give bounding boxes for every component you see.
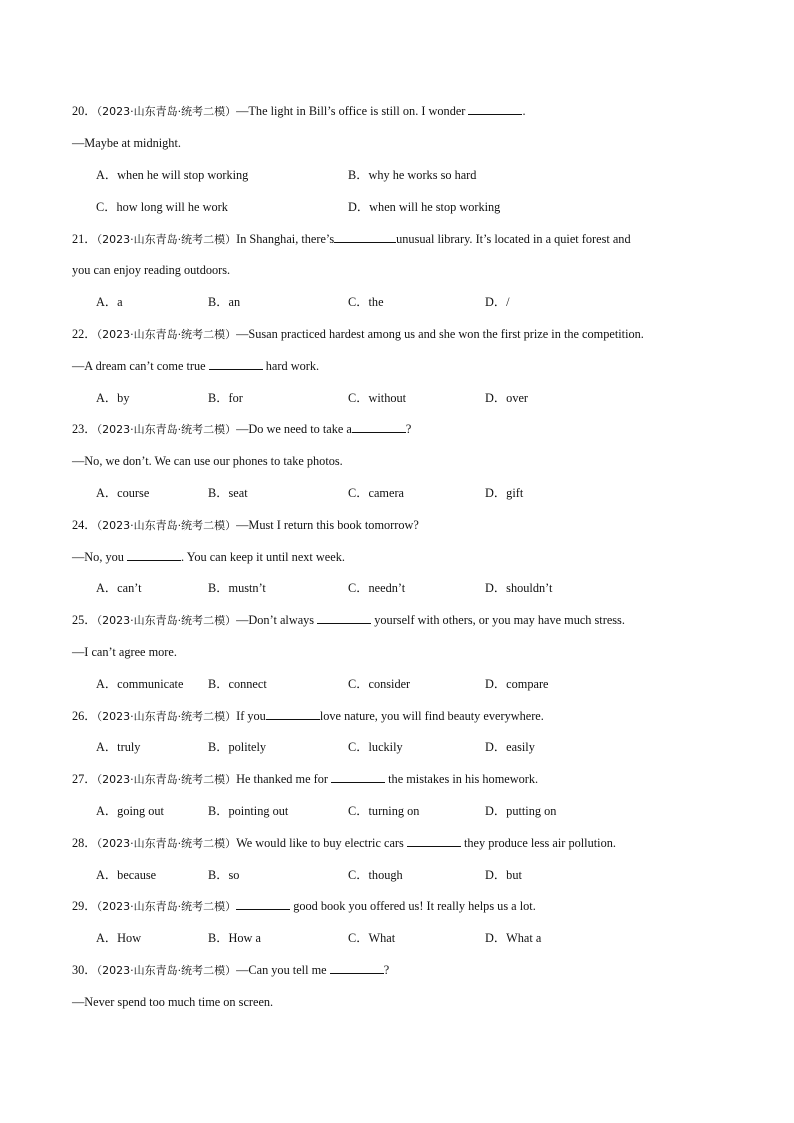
option-d[interactable]: D．What a (485, 931, 542, 945)
source-tag: （2023·山东青岛·统考二模） (96, 105, 237, 118)
question-text: If you (236, 709, 266, 723)
answer-blank (330, 962, 384, 974)
option-c[interactable]: C．What (348, 931, 396, 945)
question-text-end: the mistakes in his homework. (388, 772, 539, 786)
option-b[interactable]: B．seat (208, 486, 248, 500)
answer-blank (407, 835, 461, 847)
answer-blank (352, 421, 406, 433)
source-tag: （2023·山东青岛·统考二模） (96, 964, 237, 977)
question-text: —The light in Bill’s office is still on. I wonder (236, 104, 466, 118)
option-d[interactable]: D．when will he stop working (348, 200, 501, 214)
question-text-end: they produce less air pollution. (463, 836, 616, 850)
option-b[interactable]: B．How a (208, 931, 261, 945)
answer-blank (236, 898, 290, 910)
question-number: 28． (72, 836, 97, 850)
option-b[interactable]: B．why he works so hard (348, 168, 477, 182)
question-23-response: —No, we don’t. We can use our phones to take photos. (72, 454, 343, 468)
option-b[interactable]: B．pointing out (208, 804, 289, 818)
answer-blank (317, 612, 371, 624)
option-d[interactable]: D．shouldn’t (485, 581, 553, 595)
question-text-end: good book you offered us! It really helps us a lot. (293, 899, 536, 913)
question-20-response: —Maybe at midnight. (72, 136, 181, 150)
response-text-end: . You can keep it until next week. (181, 550, 345, 564)
option-c[interactable]: C．luckily (348, 740, 403, 754)
question-21 (72, 231, 754, 248)
question-30 (72, 962, 754, 979)
option-d[interactable]: D．putting on (485, 804, 557, 818)
option-b[interactable]: B．an (208, 295, 241, 309)
question-text: In Shanghai, there’s (236, 232, 335, 246)
question-text: He thanked me for (236, 772, 328, 786)
option-c[interactable]: C．though (348, 868, 403, 882)
option-a[interactable]: A．communicate (96, 677, 184, 691)
response-text: —A dream can’t come true (72, 359, 206, 373)
question-number: 29． (72, 899, 97, 913)
source-tag: （2023·山东青岛·统考二模） (96, 233, 237, 246)
option-a[interactable]: A．a (96, 295, 123, 309)
option-b[interactable]: B．connect (208, 677, 267, 691)
question-text: —Don’t always (236, 613, 315, 627)
question-text: —Can you tell me (236, 963, 327, 977)
question-text: —Must I return this book tomorrow? (236, 518, 419, 532)
question-text: We would like to buy electric cars (236, 836, 404, 850)
option-c[interactable]: C．without (348, 391, 407, 405)
option-a[interactable]: A．can’t (96, 581, 142, 595)
question-number: 26． (72, 709, 97, 723)
option-d[interactable]: D．easily (485, 740, 535, 754)
option-a[interactable]: A．by (96, 391, 130, 405)
question-number: 21． (72, 232, 97, 246)
response-text-end: hard work. (265, 359, 320, 373)
question-number: 27． (72, 772, 97, 786)
source-tag: （2023·山东青岛·统考二模） (96, 519, 237, 532)
question-text-end: yourself with others, or you may have much stress. (374, 613, 625, 627)
question-number: 22． (72, 327, 97, 341)
answer-blank (331, 771, 385, 783)
response-text: —No, you (72, 550, 124, 564)
question-26 (72, 708, 754, 725)
option-c[interactable]: C．needn’t (348, 581, 406, 595)
question-21-continued: you can enjoy reading outdoors. (72, 263, 231, 277)
question-number: 23． (72, 422, 97, 436)
option-b[interactable]: B．politely (208, 740, 267, 754)
question-24-response (72, 549, 754, 565)
question-24 (72, 517, 754, 534)
answer-blank (468, 103, 522, 115)
option-d[interactable]: D．gift (485, 486, 524, 500)
source-tag: （2023·山东青岛·统考二模） (96, 837, 237, 850)
option-a[interactable]: A．truly (96, 740, 141, 754)
source-tag: （2023·山东青岛·统考二模） (96, 900, 237, 913)
source-tag: （2023·山东青岛·统考二模） (96, 710, 237, 723)
source-tag: （2023·山东青岛·统考二模） (96, 614, 237, 627)
source-tag: （2023·山东青岛·统考二模） (96, 423, 237, 436)
answer-blank (127, 549, 181, 561)
question-27 (72, 771, 754, 788)
source-tag: （2023·山东青岛·统考二模） (96, 773, 237, 786)
question-30-response: —Never spend too much time on screen. (72, 995, 274, 1009)
question-text: —Do we need to take a (236, 422, 352, 436)
answer-blank (209, 358, 263, 370)
question-text-end: love nature, you will find beauty everywhere. (319, 709, 544, 723)
option-d[interactable]: D．/ (485, 295, 510, 309)
option-d[interactable]: D．compare (485, 677, 549, 691)
question-text-end: ? (405, 422, 412, 436)
question-text-end: . (522, 104, 526, 118)
question-22 (72, 326, 754, 343)
option-a[interactable]: A．course (96, 486, 150, 500)
option-c[interactable]: C．turning on (348, 804, 420, 818)
question-29 (72, 898, 754, 915)
option-a[interactable]: A．going out (96, 804, 164, 818)
answer-blank (334, 231, 396, 243)
option-b[interactable]: B．so (208, 868, 240, 882)
question-23 (72, 421, 754, 438)
option-c[interactable]: C．how long will he work (96, 200, 228, 214)
option-a[interactable]: A．because (96, 868, 157, 882)
question-25-response: —I can’t agree more. (72, 645, 177, 659)
option-d[interactable]: D．over (485, 391, 529, 405)
option-c[interactable]: C．consider (348, 677, 411, 691)
question-number: 20． (72, 104, 97, 118)
option-d[interactable]: D．but (485, 868, 522, 882)
option-c[interactable]: C．the (348, 295, 384, 309)
question-text: —Susan practiced hardest among us and she won the first prize in the competition. (236, 327, 644, 341)
question-number: 24． (72, 518, 97, 532)
option-b[interactable]: B．for (208, 391, 243, 405)
question-text-end: ? (383, 963, 390, 977)
question-22-response (72, 358, 754, 374)
answer-blank (266, 708, 320, 720)
question-28 (72, 835, 754, 852)
option-c[interactable]: C．camera (348, 486, 404, 500)
option-b[interactable]: B．mustn’t (208, 581, 266, 595)
option-a[interactable]: A．How (96, 931, 142, 945)
question-25 (72, 612, 754, 629)
question-20 (72, 103, 754, 120)
source-tag: （2023·山东青岛·统考二模） (96, 328, 237, 341)
option-a[interactable]: A．when he will stop working (96, 168, 249, 182)
question-number: 25． (72, 613, 97, 627)
question-number: 30． (72, 963, 97, 977)
question-text-end: unusual library. It’s located in a quiet forest and (396, 232, 631, 246)
